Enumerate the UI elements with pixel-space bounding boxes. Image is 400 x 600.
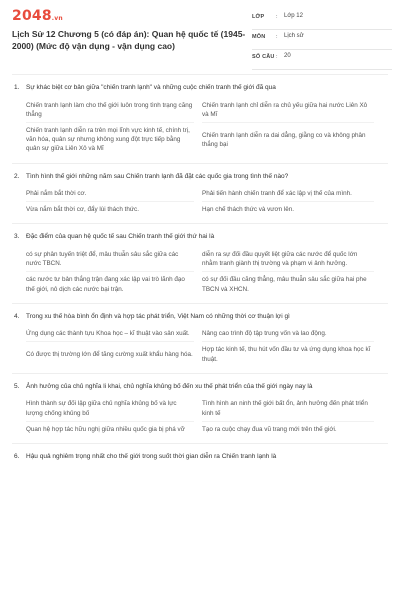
meta-label: MÔN bbox=[252, 34, 266, 40]
answer-grid bbox=[26, 186, 388, 217]
answer-option[interactable]: Vừa nắm bắt thời cơ, đẩy lùi thách thức. bbox=[26, 206, 139, 214]
question-number: 6. bbox=[14, 452, 20, 460]
answer-option[interactable]: Phải tiến hành chiến tranh để xác lập vị thế của mình. bbox=[202, 186, 374, 202]
meta-row bbox=[252, 50, 392, 70]
answer-grid bbox=[26, 326, 388, 367]
meta-separator: : bbox=[276, 54, 278, 60]
answer-option[interactable]: Phải nắm bắt thời cơ. bbox=[26, 186, 194, 202]
answer-option[interactable]: Chiến tranh lạnh diễn ra trên mọi lĩnh vực kinh tế, chính trị, văn hóa, quân sự nhưng không xung đột trực tiếp bằng quân sự giữa Liên Xô và Mĩ bbox=[26, 126, 190, 153]
question-block bbox=[12, 373, 388, 443]
question-block bbox=[12, 223, 388, 302]
meta-row bbox=[252, 10, 392, 30]
answer-option[interactable]: Chiến tranh lạnh chỉ diễn ra chủ yếu giữa hai nước Liên Xô và Mĩ bbox=[202, 98, 374, 123]
question-list bbox=[0, 74, 400, 472]
question-text bbox=[12, 172, 388, 182]
answer-option[interactable]: Chiến tranh lạnh diễn ra dai dẳng, giằng co và không phân thắng bại bbox=[202, 131, 366, 148]
answer-grid bbox=[26, 98, 388, 157]
meta-row bbox=[252, 30, 392, 50]
question-text bbox=[12, 382, 388, 392]
question-number: 1. bbox=[14, 84, 20, 91]
meta-separator: : bbox=[276, 14, 278, 20]
question-prompt: Hậu quả nghiêm trọng nhất cho thế giới trong suốt thời gian diễn ra Chiến tranh lạnh là bbox=[26, 452, 277, 460]
answer-grid bbox=[26, 396, 388, 437]
question-text bbox=[12, 452, 388, 462]
answer-option[interactable]: có sự đối đầu căng thẳng, mâu thuẫn sâu sắc giữa hai phe TBCN và XHCN. bbox=[202, 276, 367, 293]
meta-label: LỚP bbox=[252, 14, 265, 20]
answer-option[interactable]: Có được thị trường lớn để tăng cường xuất khẩu hàng hóa. bbox=[26, 351, 193, 359]
question-prompt: Ảnh hưởng của chủ nghĩa li khai, chủ nghĩa khủng bố đến xu thế phát triển của thế giới ngày nay là bbox=[26, 382, 313, 390]
question-number: 3. bbox=[14, 233, 20, 241]
answer-option[interactable]: Hạn chế thách thức và vươn lên. bbox=[202, 206, 295, 214]
question-prompt: Sự khác biệt cơ bản giữa "chiến tranh lạnh" và những cuộc chiến tranh thế giới đã qua bbox=[26, 84, 276, 91]
answer-option[interactable]: Chiến tranh lạnh làm cho thế giới luôn trong tình trạng căng thẳng bbox=[26, 98, 194, 123]
question-number: 4. bbox=[14, 312, 20, 320]
question-number: 5. bbox=[14, 382, 20, 390]
question-block bbox=[12, 303, 388, 373]
question-prompt: Đặc điểm của quan hệ quốc tế sau Chiến tranh thế giới thứ hai là bbox=[26, 233, 215, 241]
answer-option[interactable]: Hình thành sự đối lập giữa chủ nghĩa khủng bố và lực lượng chống khủng bố bbox=[26, 396, 194, 421]
answer-option[interactable]: các nước tư bản thắng trận đang xác lập vai trò lãnh đạo thế giới, nô dịch các nước bại trận. bbox=[26, 276, 185, 293]
question-number: 2. bbox=[14, 172, 20, 180]
answer-option[interactable]: Tình hình an ninh thế giới bất ổn, ảnh hưởng đến phát triển kinh tế bbox=[202, 396, 374, 421]
meta-label: SỐ CÂU bbox=[252, 54, 275, 60]
answer-option[interactable]: Quan hệ hợp tác hữu nghị giữa nhiều quốc gia bị phá vỡ bbox=[26, 425, 185, 433]
meta-value: 20 bbox=[284, 53, 291, 59]
question-prompt: Trong xu thế hòa bình ổn định và hợp tác phát triển, Việt Nam có những thời cơ thuận lợi gì bbox=[26, 312, 290, 320]
meta-value: Lớp 12 bbox=[284, 13, 303, 19]
answer-grid bbox=[26, 247, 388, 297]
page-header bbox=[0, 0, 400, 70]
question-block bbox=[12, 163, 388, 224]
question-block bbox=[12, 74, 388, 163]
answer-option[interactable]: Hợp tác kinh tế, thu hút vốn đầu tư và ứng dụng khoa học kĩ thuật. bbox=[202, 346, 371, 363]
answer-option[interactable]: Tạo ra cuộc chạy đua vũ trang mới trên thế giới. bbox=[202, 425, 337, 433]
question-prompt: Tình hình thế giới những năm sau Chiến tranh lạnh đã đặt các quốc gia trong tình thế nào? bbox=[26, 172, 289, 180]
answer-option[interactable]: Nâng cao trình độ tập trung vốn và lao động. bbox=[202, 326, 374, 342]
meta-separator: : bbox=[276, 34, 278, 40]
answer-option[interactable]: Ứng dụng các thành tựu Khoa học – kĩ thuật vào sản xuất. bbox=[26, 326, 194, 342]
question-text bbox=[12, 83, 388, 93]
site-logo[interactable]: 2048.vn bbox=[12, 8, 63, 24]
answer-option[interactable]: có sự phân tuyến triệt để, mâu thuẫn sâu sắc giữa các nước TBCN. bbox=[26, 247, 194, 272]
document-title: Lịch Sử 12 Chương 5 (có đáp án): Quan hệ quốc tế (1945-2000) (Mức độ vận dụng - vận dụng cao) bbox=[12, 29, 246, 51]
question-text bbox=[12, 232, 388, 242]
metadata-panel bbox=[252, 10, 392, 70]
question-text bbox=[12, 312, 388, 322]
meta-value: Lịch sử bbox=[284, 33, 304, 39]
question-block bbox=[12, 443, 388, 473]
answer-option[interactable]: diễn ra sự đối đầu quyết liệt giữa các nước để quốc lớn nhằm tranh giành thị trường và phạm vi ảnh hưởng. bbox=[202, 247, 374, 272]
